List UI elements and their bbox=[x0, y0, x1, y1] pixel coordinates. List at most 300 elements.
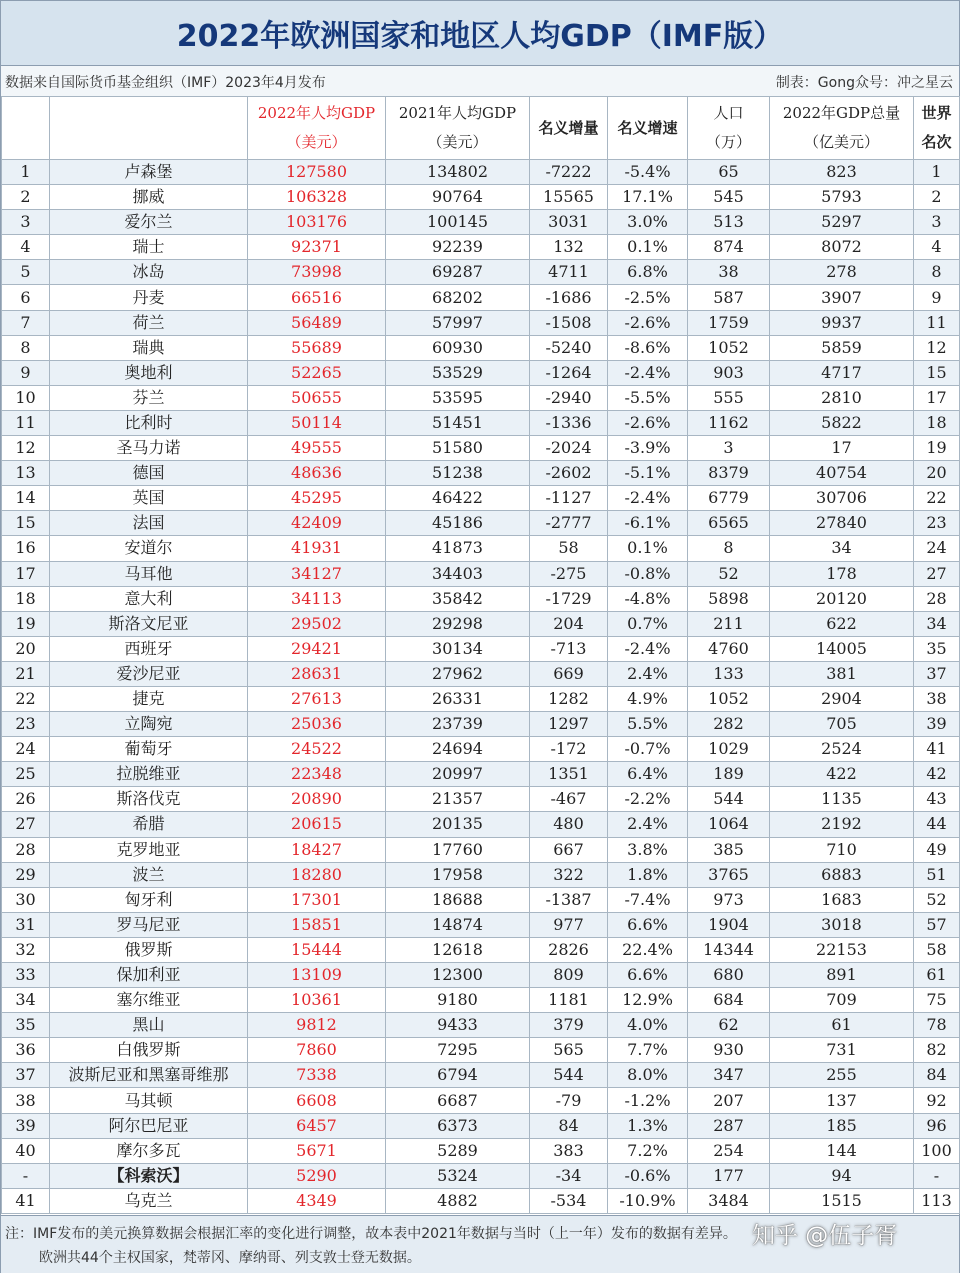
cell-country: 芬兰 bbox=[50, 385, 248, 410]
cell-increase: 322 bbox=[530, 862, 608, 887]
cell-no: 20 bbox=[2, 636, 50, 661]
table-row bbox=[2, 1088, 960, 1113]
cell-gdp2022: 28631 bbox=[248, 661, 386, 686]
header-row bbox=[2, 97, 960, 160]
cell-total-gdp: 255 bbox=[770, 1063, 914, 1088]
cell-world-rank: 12 bbox=[914, 335, 960, 360]
table-row bbox=[2, 812, 960, 837]
cell-country: 斯洛伐克 bbox=[50, 787, 248, 812]
cell-country: 立陶宛 bbox=[50, 712, 248, 737]
cell-growth: 22.4% bbox=[608, 937, 688, 962]
cell-world-rank: 15 bbox=[914, 360, 960, 385]
cell-population: 1052 bbox=[688, 686, 770, 711]
cell-population: 62 bbox=[688, 1013, 770, 1038]
cell-growth: 17.1% bbox=[608, 185, 688, 210]
cell-country: 【科索沃】 bbox=[50, 1163, 248, 1188]
cell-growth: -2.2% bbox=[608, 787, 688, 812]
cell-gdp2022: 29502 bbox=[248, 611, 386, 636]
cell-increase: 544 bbox=[530, 1063, 608, 1088]
cell-increase: 1351 bbox=[530, 762, 608, 787]
cell-growth: -2.4% bbox=[608, 360, 688, 385]
cell-no: 17 bbox=[2, 561, 50, 586]
cell-gdp2022: 15851 bbox=[248, 912, 386, 937]
cell-increase: -1387 bbox=[530, 887, 608, 912]
table-row bbox=[2, 737, 960, 762]
cell-growth: 4.0% bbox=[608, 1013, 688, 1038]
cell-increase: -2940 bbox=[530, 385, 608, 410]
cell-no: 26 bbox=[2, 787, 50, 812]
cell-gdp2022: 73998 bbox=[248, 260, 386, 285]
cell-country: 俄罗斯 bbox=[50, 937, 248, 962]
table-body bbox=[2, 160, 960, 1214]
cell-gdp2021: 5324 bbox=[386, 1163, 530, 1188]
cell-country: 保加利亚 bbox=[50, 963, 248, 988]
cell-total-gdp: 705 bbox=[770, 712, 914, 737]
cell-world-rank: 58 bbox=[914, 937, 960, 962]
table-row bbox=[2, 611, 960, 636]
cell-no: 16 bbox=[2, 536, 50, 561]
cell-growth: -10.9% bbox=[608, 1188, 688, 1213]
cell-country: 爱沙尼亚 bbox=[50, 661, 248, 686]
cell-world-rank: 4 bbox=[914, 235, 960, 260]
cell-gdp2021: 18688 bbox=[386, 887, 530, 912]
cell-country: 法国 bbox=[50, 511, 248, 536]
cell-growth: -1.2% bbox=[608, 1088, 688, 1113]
cell-growth: 1.3% bbox=[608, 1113, 688, 1138]
cell-growth: 7.7% bbox=[608, 1038, 688, 1063]
cell-population: 287 bbox=[688, 1113, 770, 1138]
cell-total-gdp: 14005 bbox=[770, 636, 914, 661]
table-row bbox=[2, 185, 960, 210]
cell-increase: 58 bbox=[530, 536, 608, 561]
cell-gdp2021: 5289 bbox=[386, 1138, 530, 1163]
cell-total-gdp: 710 bbox=[770, 837, 914, 862]
cell-country: 罗马尼亚 bbox=[50, 912, 248, 937]
cell-gdp2021: 69287 bbox=[386, 260, 530, 285]
table-row bbox=[2, 937, 960, 962]
cell-population: 6779 bbox=[688, 486, 770, 511]
cell-country: 圣马力诺 bbox=[50, 436, 248, 461]
cell-increase: 1181 bbox=[530, 988, 608, 1013]
cell-gdp2022: 7860 bbox=[248, 1038, 386, 1063]
cell-world-rank: 82 bbox=[914, 1038, 960, 1063]
cell-country: 白俄罗斯 bbox=[50, 1038, 248, 1063]
cell-population: 177 bbox=[688, 1163, 770, 1188]
cell-gdp2022: 34113 bbox=[248, 586, 386, 611]
cell-increase: 809 bbox=[530, 963, 608, 988]
cell-total-gdp: 34 bbox=[770, 536, 914, 561]
cell-population: 8379 bbox=[688, 461, 770, 486]
cell-world-rank: 78 bbox=[914, 1013, 960, 1038]
cell-gdp2022: 56489 bbox=[248, 310, 386, 335]
cell-population: 211 bbox=[688, 611, 770, 636]
cell-total-gdp: 278 bbox=[770, 260, 914, 285]
cell-growth: 0.1% bbox=[608, 536, 688, 561]
cell-increase: -1336 bbox=[530, 410, 608, 435]
cell-population: 930 bbox=[688, 1038, 770, 1063]
page-title: 2022年欧洲国家和地区人均GDP（IMF版） bbox=[1, 1, 959, 66]
cell-total-gdp: 2524 bbox=[770, 737, 914, 762]
cell-gdp2022: 4349 bbox=[248, 1188, 386, 1213]
cell-population: 903 bbox=[688, 360, 770, 385]
cell-total-gdp: 94 bbox=[770, 1163, 914, 1188]
cell-no: 6 bbox=[2, 285, 50, 310]
cell-growth: -2.4% bbox=[608, 486, 688, 511]
cell-world-rank: 92 bbox=[914, 1088, 960, 1113]
cell-growth: -0.7% bbox=[608, 737, 688, 762]
cell-growth: -5.4% bbox=[608, 160, 688, 185]
cell-world-rank: 41 bbox=[914, 737, 960, 762]
cell-growth: 6.6% bbox=[608, 912, 688, 937]
cell-country: 挪威 bbox=[50, 185, 248, 210]
cell-world-rank: - bbox=[914, 1163, 960, 1188]
cell-gdp2021: 20135 bbox=[386, 812, 530, 837]
cell-increase: -534 bbox=[530, 1188, 608, 1213]
cell-gdp2022: 15444 bbox=[248, 937, 386, 962]
table-row bbox=[2, 636, 960, 661]
table-row bbox=[2, 160, 960, 185]
cell-gdp2022: 49555 bbox=[248, 436, 386, 461]
cell-gdp2022: 45295 bbox=[248, 486, 386, 511]
cell-gdp2021: 51451 bbox=[386, 410, 530, 435]
cell-increase: 669 bbox=[530, 661, 608, 686]
cell-gdp2021: 45186 bbox=[386, 511, 530, 536]
cell-gdp2022: 52265 bbox=[248, 360, 386, 385]
cell-country: 捷克 bbox=[50, 686, 248, 711]
cell-country: 卢森堡 bbox=[50, 160, 248, 185]
cell-gdp2022: 29421 bbox=[248, 636, 386, 661]
cell-gdp2021: 26331 bbox=[386, 686, 530, 711]
cell-total-gdp: 3018 bbox=[770, 912, 914, 937]
cell-increase: -713 bbox=[530, 636, 608, 661]
cell-world-rank: 35 bbox=[914, 636, 960, 661]
cell-population: 38 bbox=[688, 260, 770, 285]
cell-gdp2022: 41931 bbox=[248, 536, 386, 561]
cell-total-gdp: 5859 bbox=[770, 335, 914, 360]
cell-total-gdp: 5793 bbox=[770, 185, 914, 210]
cell-gdp2022: 18427 bbox=[248, 837, 386, 862]
gdp-table bbox=[1, 96, 960, 1214]
cell-no: 35 bbox=[2, 1013, 50, 1038]
table-row bbox=[2, 385, 960, 410]
cell-no: 1 bbox=[2, 160, 50, 185]
cell-gdp2022: 27613 bbox=[248, 686, 386, 711]
cell-total-gdp: 5297 bbox=[770, 210, 914, 235]
cell-total-gdp: 422 bbox=[770, 762, 914, 787]
source-note: 数据来自国际货币基金组织（IMF）2023年4月发布 bbox=[5, 75, 326, 91]
cell-growth: 3.0% bbox=[608, 210, 688, 235]
table-row bbox=[2, 536, 960, 561]
cell-gdp2021: 30134 bbox=[386, 636, 530, 661]
subheader-bar bbox=[1, 66, 959, 97]
cell-no: 11 bbox=[2, 410, 50, 435]
cell-world-rank: 2 bbox=[914, 185, 960, 210]
cell-gdp2021: 23739 bbox=[386, 712, 530, 737]
cell-total-gdp: 1683 bbox=[770, 887, 914, 912]
col-header-increase: 名义增量 bbox=[530, 97, 608, 160]
cell-growth: 3.8% bbox=[608, 837, 688, 862]
cell-increase: 132 bbox=[530, 235, 608, 260]
cell-gdp2022: 7338 bbox=[248, 1063, 386, 1088]
cell-gdp2022: 92371 bbox=[248, 235, 386, 260]
cell-gdp2022: 25036 bbox=[248, 712, 386, 737]
cell-country: 马其顿 bbox=[50, 1088, 248, 1113]
cell-population: 14344 bbox=[688, 937, 770, 962]
cell-no: 31 bbox=[2, 912, 50, 937]
table-row bbox=[2, 887, 960, 912]
cell-no: 37 bbox=[2, 1063, 50, 1088]
cell-no: 30 bbox=[2, 887, 50, 912]
cell-growth: -2.6% bbox=[608, 410, 688, 435]
cell-gdp2022: 6608 bbox=[248, 1088, 386, 1113]
cell-world-rank: 38 bbox=[914, 686, 960, 711]
cell-growth: 4.9% bbox=[608, 686, 688, 711]
cell-no: 13 bbox=[2, 461, 50, 486]
cell-growth: 2.4% bbox=[608, 661, 688, 686]
cell-growth: 0.1% bbox=[608, 235, 688, 260]
cell-gdp2021: 92239 bbox=[386, 235, 530, 260]
cell-total-gdp: 178 bbox=[770, 561, 914, 586]
cell-country: 冰岛 bbox=[50, 260, 248, 285]
cell-total-gdp: 9937 bbox=[770, 310, 914, 335]
cell-growth: 2.4% bbox=[608, 812, 688, 837]
cell-gdp2022: 20615 bbox=[248, 812, 386, 837]
cell-world-rank: 9 bbox=[914, 285, 960, 310]
cell-gdp2022: 34127 bbox=[248, 561, 386, 586]
cell-country: 塞尔维亚 bbox=[50, 988, 248, 1013]
cell-gdp2021: 29298 bbox=[386, 611, 530, 636]
col-header-no bbox=[2, 97, 50, 160]
cell-world-rank: 61 bbox=[914, 963, 960, 988]
cell-no: 5 bbox=[2, 260, 50, 285]
cell-world-rank: 22 bbox=[914, 486, 960, 511]
table-row bbox=[2, 561, 960, 586]
cell-no: 19 bbox=[2, 611, 50, 636]
table-row bbox=[2, 235, 960, 260]
cell-total-gdp: 622 bbox=[770, 611, 914, 636]
cell-growth: 8.0% bbox=[608, 1063, 688, 1088]
cell-total-gdp: 22153 bbox=[770, 937, 914, 962]
cell-increase: -2777 bbox=[530, 511, 608, 536]
cell-gdp2021: 51238 bbox=[386, 461, 530, 486]
cell-no: 39 bbox=[2, 1113, 50, 1138]
col-header-gdp2022: 2022年人均GDP （美元） bbox=[248, 97, 386, 160]
table-row bbox=[2, 661, 960, 686]
cell-world-rank: 44 bbox=[914, 812, 960, 837]
cell-increase: 480 bbox=[530, 812, 608, 837]
col-header-gdp2021: 2021年人均GDP （美元） bbox=[386, 97, 530, 160]
cell-world-rank: 51 bbox=[914, 862, 960, 887]
cell-population: 207 bbox=[688, 1088, 770, 1113]
cell-gdp2021: 27962 bbox=[386, 661, 530, 686]
cell-country: 奥地利 bbox=[50, 360, 248, 385]
cell-country: 西班牙 bbox=[50, 636, 248, 661]
cell-increase: 4711 bbox=[530, 260, 608, 285]
cell-increase: -1686 bbox=[530, 285, 608, 310]
cell-gdp2021: 21357 bbox=[386, 787, 530, 812]
cell-world-rank: 28 bbox=[914, 586, 960, 611]
cell-gdp2021: 6373 bbox=[386, 1113, 530, 1138]
cell-population: 1064 bbox=[688, 812, 770, 837]
cell-gdp2022: 50114 bbox=[248, 410, 386, 435]
col-header-growth: 名义增速 bbox=[608, 97, 688, 160]
cell-growth: -4.8% bbox=[608, 586, 688, 611]
cell-gdp2021: 34403 bbox=[386, 561, 530, 586]
cell-no: 18 bbox=[2, 586, 50, 611]
footer-note-1: 注：IMF发布的美元换算数据会根据汇率的变化进行调整，故本表中2021年数据与当时（上一年）发布的数据有差异。 bbox=[5, 1226, 737, 1242]
cell-gdp2021: 57997 bbox=[386, 310, 530, 335]
cell-growth: -7.4% bbox=[608, 887, 688, 912]
cell-growth: 1.8% bbox=[608, 862, 688, 887]
cell-growth: -5.5% bbox=[608, 385, 688, 410]
cell-no: 29 bbox=[2, 862, 50, 887]
cell-increase: -1264 bbox=[530, 360, 608, 385]
cell-increase: -5240 bbox=[530, 335, 608, 360]
cell-increase: 565 bbox=[530, 1038, 608, 1063]
cell-world-rank: 39 bbox=[914, 712, 960, 737]
cell-increase: -467 bbox=[530, 787, 608, 812]
cell-population: 874 bbox=[688, 235, 770, 260]
cell-no: 4 bbox=[2, 235, 50, 260]
cell-gdp2021: 7295 bbox=[386, 1038, 530, 1063]
cell-no: 27 bbox=[2, 812, 50, 837]
cell-country: 马耳他 bbox=[50, 561, 248, 586]
cell-world-rank: 34 bbox=[914, 611, 960, 636]
cell-world-rank: 19 bbox=[914, 436, 960, 461]
cell-growth: 5.5% bbox=[608, 712, 688, 737]
cell-world-rank: 27 bbox=[914, 561, 960, 586]
cell-gdp2022: 17301 bbox=[248, 887, 386, 912]
cell-population: 1162 bbox=[688, 410, 770, 435]
cell-increase: 1297 bbox=[530, 712, 608, 737]
cell-no: 3 bbox=[2, 210, 50, 235]
cell-total-gdp: 2904 bbox=[770, 686, 914, 711]
table-row bbox=[2, 210, 960, 235]
cell-growth: 6.6% bbox=[608, 963, 688, 988]
cell-gdp2022: 48636 bbox=[248, 461, 386, 486]
cell-total-gdp: 30706 bbox=[770, 486, 914, 511]
cell-no: 28 bbox=[2, 837, 50, 862]
table-row bbox=[2, 1038, 960, 1063]
cell-world-rank: 49 bbox=[914, 837, 960, 862]
cell-world-rank: 37 bbox=[914, 661, 960, 686]
cell-gdp2021: 35842 bbox=[386, 586, 530, 611]
table-row bbox=[2, 586, 960, 611]
cell-population: 1029 bbox=[688, 737, 770, 762]
cell-gdp2022: 55689 bbox=[248, 335, 386, 360]
cell-no: 2 bbox=[2, 185, 50, 210]
cell-no: 41 bbox=[2, 1188, 50, 1213]
cell-population: 385 bbox=[688, 837, 770, 862]
cell-gdp2021: 6687 bbox=[386, 1088, 530, 1113]
col-header-world-rank: 世界 名次 bbox=[914, 97, 960, 160]
cell-country: 阿尔巴尼亚 bbox=[50, 1113, 248, 1138]
cell-total-gdp: 2810 bbox=[770, 385, 914, 410]
table-row bbox=[2, 762, 960, 787]
cell-gdp2022: 103176 bbox=[248, 210, 386, 235]
cell-total-gdp: 61 bbox=[770, 1013, 914, 1038]
cell-world-rank: 1 bbox=[914, 160, 960, 185]
cell-increase: -172 bbox=[530, 737, 608, 762]
cell-growth: -2.6% bbox=[608, 310, 688, 335]
cell-gdp2021: 53529 bbox=[386, 360, 530, 385]
cell-population: 545 bbox=[688, 185, 770, 210]
cell-increase: 84 bbox=[530, 1113, 608, 1138]
cell-country: 葡萄牙 bbox=[50, 737, 248, 762]
table-row bbox=[2, 511, 960, 536]
cell-population: 254 bbox=[688, 1138, 770, 1163]
cell-world-rank: 43 bbox=[914, 787, 960, 812]
table-row bbox=[2, 1113, 960, 1138]
cell-total-gdp: 4717 bbox=[770, 360, 914, 385]
cell-population: 6565 bbox=[688, 511, 770, 536]
cell-world-rank: 3 bbox=[914, 210, 960, 235]
watermark: 知乎 @伍子胥 bbox=[752, 1223, 898, 1249]
cell-population: 65 bbox=[688, 160, 770, 185]
cell-gdp2021: 6794 bbox=[386, 1063, 530, 1088]
cell-increase: 977 bbox=[530, 912, 608, 937]
cell-population: 973 bbox=[688, 887, 770, 912]
table-row bbox=[2, 260, 960, 285]
cell-growth: 12.9% bbox=[608, 988, 688, 1013]
cell-population: 684 bbox=[688, 988, 770, 1013]
cell-gdp2021: 24694 bbox=[386, 737, 530, 762]
cell-gdp2022: 50655 bbox=[248, 385, 386, 410]
cell-population: 4760 bbox=[688, 636, 770, 661]
cell-gdp2021: 20997 bbox=[386, 762, 530, 787]
cell-gdp2022: 13109 bbox=[248, 963, 386, 988]
cell-no: 22 bbox=[2, 686, 50, 711]
cell-increase: 667 bbox=[530, 837, 608, 862]
table-row bbox=[2, 963, 960, 988]
cell-growth: 6.4% bbox=[608, 762, 688, 787]
cell-increase: -2602 bbox=[530, 461, 608, 486]
cell-gdp2022: 42409 bbox=[248, 511, 386, 536]
cell-population: 8 bbox=[688, 536, 770, 561]
cell-growth: -2.5% bbox=[608, 285, 688, 310]
cell-no: 21 bbox=[2, 661, 50, 686]
cell-no: 9 bbox=[2, 360, 50, 385]
cell-country: 匈牙利 bbox=[50, 887, 248, 912]
cell-world-rank: 20 bbox=[914, 461, 960, 486]
cell-country: 黑山 bbox=[50, 1013, 248, 1038]
cell-total-gdp: 1135 bbox=[770, 787, 914, 812]
cell-total-gdp: 381 bbox=[770, 661, 914, 686]
cell-country: 波兰 bbox=[50, 862, 248, 887]
cell-total-gdp: 6883 bbox=[770, 862, 914, 887]
cell-no: 23 bbox=[2, 712, 50, 737]
cell-increase: 2826 bbox=[530, 937, 608, 962]
cell-growth: -0.8% bbox=[608, 561, 688, 586]
cell-no: 34 bbox=[2, 988, 50, 1013]
table-row bbox=[2, 912, 960, 937]
cell-gdp2022: 24522 bbox=[248, 737, 386, 762]
cell-no: 14 bbox=[2, 486, 50, 511]
cell-population: 1759 bbox=[688, 310, 770, 335]
table-row bbox=[2, 1188, 960, 1213]
cell-world-rank: 11 bbox=[914, 310, 960, 335]
cell-country: 安道尔 bbox=[50, 536, 248, 561]
cell-no: 38 bbox=[2, 1088, 50, 1113]
table-row bbox=[2, 436, 960, 461]
cell-total-gdp: 1515 bbox=[770, 1188, 914, 1213]
cell-increase: -79 bbox=[530, 1088, 608, 1113]
cell-population: 587 bbox=[688, 285, 770, 310]
cell-country: 意大利 bbox=[50, 586, 248, 611]
cell-world-rank: 8 bbox=[914, 260, 960, 285]
cell-total-gdp: 2192 bbox=[770, 812, 914, 837]
cell-no: 10 bbox=[2, 385, 50, 410]
